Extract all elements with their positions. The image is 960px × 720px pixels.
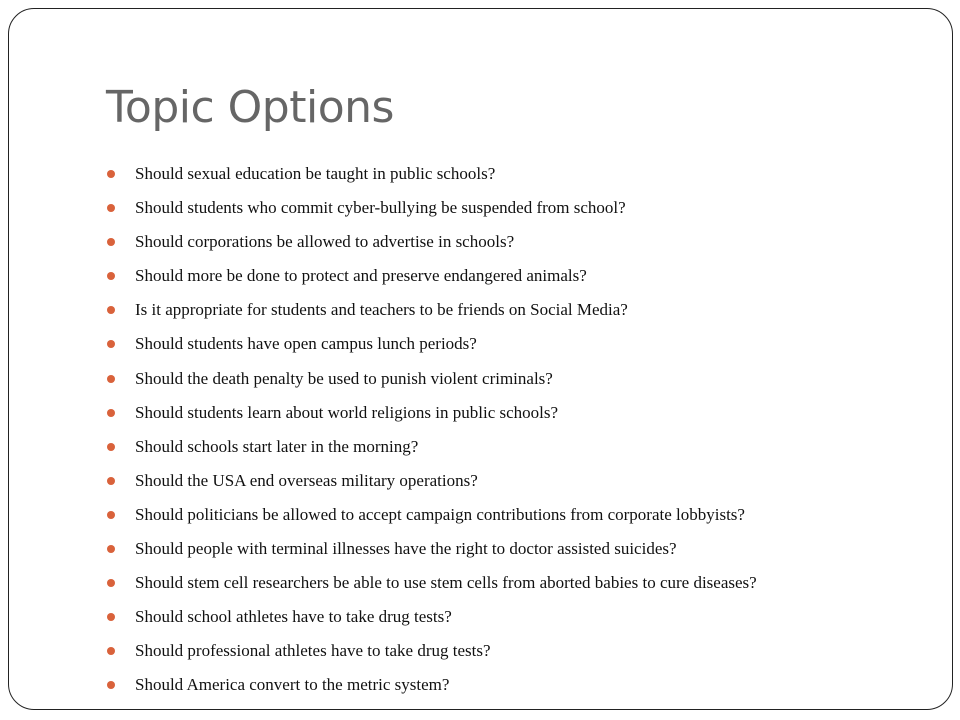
bullet-icon [107,272,115,280]
bullet-icon [107,647,115,655]
list-item [106,668,757,702]
bullet-icon [107,579,115,587]
bullet-icon [107,375,115,383]
bullet-icon [107,170,115,178]
list-item [106,191,757,225]
list-item [106,396,757,430]
list-item [106,566,757,600]
list-item [106,600,757,634]
list-item-text: Is it appropriate for students and teachers to be friends on Social Media? [135,300,628,320]
topic-list [106,157,757,703]
list-item-text: Should students have open campus lunch periods? [135,334,477,354]
bullet-icon [107,681,115,689]
list-item [106,362,757,396]
bullet-icon [107,545,115,553]
bullet-icon [107,409,115,417]
list-item-text: Should professional athletes have to take drug tests? [135,641,491,661]
list-item-text: Should students who commit cyber-bullying be suspended from school? [135,198,626,218]
list-item-text: Should schools start later in the morning? [135,436,419,456]
bullet-icon [107,613,115,621]
list-item-text: Should sexual education be taught in public schools? [135,164,496,183]
list-item-text: Should the USA end overseas military operations? [135,470,478,490]
list-item [106,293,757,327]
list-item-text: Should school athletes have to take drug tests? [135,607,452,627]
list-item [106,464,757,498]
list-item-text: Should the death penalty be used to punish violent criminals? [135,368,553,388]
list-item [106,157,757,191]
list-item [106,225,757,259]
bullet-icon [107,238,115,246]
bullet-icon [107,511,115,519]
slide-title: Topic Options [106,82,394,133]
bullet-icon [107,306,115,314]
bullet-icon [107,204,115,212]
bullet-icon [107,477,115,485]
list-item-text: Should people with terminal illnesses have the right to doctor assisted suicides? [135,539,677,559]
bullet-icon [107,443,115,451]
list-item-text: Should more be done to protect and preserve endangered animals? [135,266,587,286]
list-item-text: Should students learn about world religions in public schools? [135,402,559,422]
list-item-text: Should America convert to the metric system? [135,675,450,695]
list-item-text: Should stem cell researchers be able to use stem cells from aborted babies to cure diseases? [135,573,757,593]
list-item [106,532,757,566]
list-item [106,430,757,464]
list-item-text: Should politicians be allowed to accept campaign contributions from corporate lobbyists? [135,504,745,524]
bullet-icon [107,340,115,348]
list-item [106,327,757,361]
list-item [106,634,757,668]
list-item [106,498,757,532]
list-item [106,259,757,293]
list-item-text: Should corporations be allowed to advertise in schools? [135,232,515,252]
